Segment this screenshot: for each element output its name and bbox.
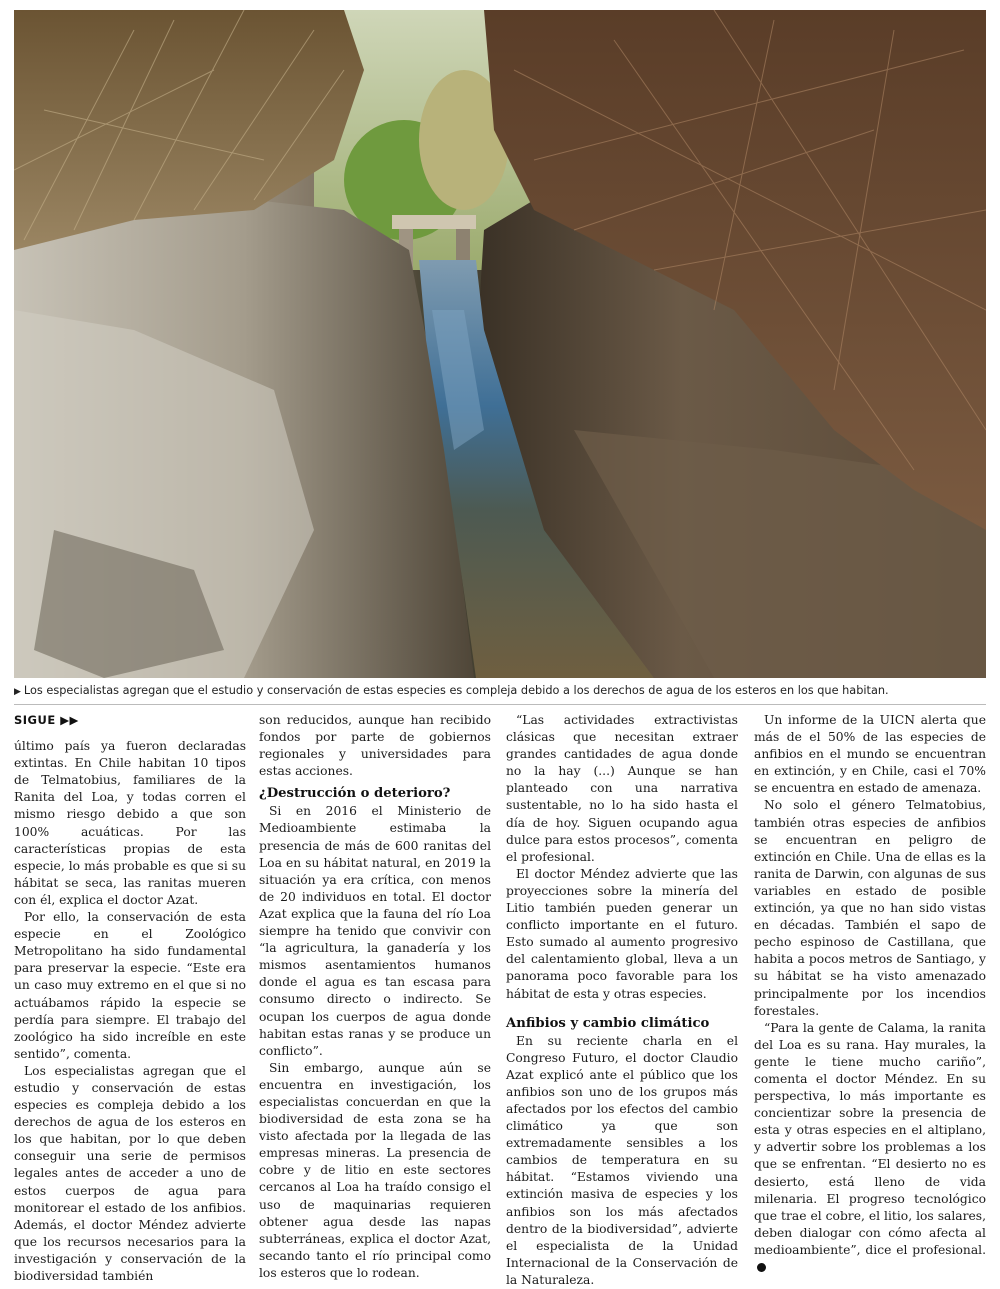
caption-marker-icon: ▶ (14, 687, 21, 697)
paragraph: Por ello, la conservación de esta especie en el Zoológico Metropolitano ha sido fundamental para preservar la especie. “Este era un caso muy extremo en el que si no actuábamos rápido la especie se perdía para siempre. El trabajo del zoológico ha sido increíble en este sentido”, comenta. (14, 910, 246, 1061)
irrigation-canal-photo (14, 10, 986, 678)
end-mark-icon (757, 1263, 766, 1272)
paragraph-final-text: “Para la gente de Calama, la ranita del Loa es su rana. Hay murales, la gente le tiene mucho cariño”, comenta el doctor Méndez. En su perspectiva, lo más importante es concientizar sobre la presencia de esta y otras especies en el altiplano, y advertir sobre los problemas a los que se enfrentan. “El desierto no es desierto, está lleno de vida milenaria. El progreso tecnológico que trae el cobre, el litio, los salares, deben dialogar con cómo afecta al medioambiente”, dice el profesional. (754, 1020, 986, 1257)
column-3 (506, 712, 738, 1289)
paragraph: El doctor Méndez advierte que las proyecciones sobre la minería del Litio también pueden generar un conflicto importante en el futuro. Esto sumado al aumento progresivo del calentamiento global, lleva a un panorama poco favorable para los hábitat de esta y otras especies. (506, 866, 738, 1001)
section-heading-anfibios: Anfibios y cambio climático (506, 1015, 710, 1031)
paragraph: Los especialistas agregan que el estudio y conservación de estas especies es compleja debido a los derechos de agua de los esteros en los que habitan, por lo que deben conseguir una serie de permisos legales antes de acceder a uno de estos cuerpos de agua para monitorear el estado de los anfibios. Además, el doctor Méndez advierte que los recursos necesarios para la investigación y conservación de la biodiversidad también (14, 1063, 246, 1283)
continues-label: SIGUE ▶▶ (14, 713, 79, 727)
paragraph-final (754, 1020, 986, 1276)
caption-text: Los especialistas agregan que el estudio y conservación de estas especies es compleja debido a los derechos de agua de los esteros en los que habitan. (23, 684, 889, 697)
paragraph: En su reciente charla en el Congreso Futuro, el doctor Claudio Azat explicó ante el público que los anfibios son uno de los grupos más afectados por los efectos del cambio climático ya que son extremadamente sensibles a los cambios de temperatura en su hábitat. “Estamos viviendo una extinción masiva de especies y los anfibios son los más afectados dentro de la biodiversidad”, advierte el especialista de la Unidad Internacional de la Conservación de la Naturaleza. (506, 1033, 738, 1287)
column-4 (754, 712, 986, 1276)
paragraph: No solo el género Telmatobius, también otras especies de anfibios se encuentran en peligro de extinción en Chile. Una de ellas es la ranita de Darwin, con algunas de sus variables en estado de posible extinción, ya que no han sido vistas en décadas. También el sapo de pecho espinoso de Castillana, que habita a pocos metros de Santiago, y su hábitat se ha visto amenazado principalmente por los incendios forestales. (754, 798, 986, 1018)
photo-caption (14, 683, 986, 700)
paragraph: Si en 2016 el Ministerio de Medioambiente estimaba la presencia de más de 600 ranitas del Loa en su hábitat natural, en 2019 la situación ya era crítica, con menos de 20 individuos en total. El doctor Azat explica que la fauna del río Loa siempre ha tenido que convivir con “la agricultura, la ganadería y los mismos asentamientos humanos donde el agua es tan escasa para consumo directo o indirecto. Se ocupan los cuerpos de agua donde habitan estas ranas y se produce un conflicto”. (259, 804, 491, 1058)
paragraph: son reducidos, aunque han recibido fondos por parte de gobiernos regionales y universidades para estas acciones. (259, 713, 491, 779)
paragraph: último país ya fueron declaradas extintas. En Chile habitan 10 tipos de Telmatobius, familiares de la Ranita del Loa, y todas corren el mismo riesgo debido a que son 100% acuáticas. Por las características propias de esta especie, lo más probable es que si su hábitat se seca, las ranitas mueren con él, explica el doctor Azat. (14, 739, 246, 907)
caption-divider (14, 704, 986, 705)
section-heading-destruccion: ¿Destrucción o deterioro? (259, 786, 451, 802)
paragraph: Un informe de la UICN alerta que más de el 50% de las especies de anfibios en el mundo se encuentran en extinción, y en Chile, casi el 70% se encuentra en estado de amenaza. (754, 713, 986, 796)
paragraph: Sin embargo, aunque aún se encuentra en investigación, los especialistas concuerdan en que la biodiversidad de esta zona se ha visto afectada por la llegada de las empresas mineras. La presencia de cobre y de litio en este sectores cercanos al Loa ha traído consigo el uso de maquinarias requieren obtener agua desde las napas subterráneas, explica el doctor Azat, secando tanto el río principal como los esteros que lo rodean. (259, 1060, 491, 1280)
column-2 (259, 712, 491, 1282)
column-1 (14, 712, 246, 1285)
paragraph: “Las actividades extractivistas clásicas que necesitan extraer grandes cantidades de agua donde no la hay (...) Aunque se han planteado con una narrativa sustentable, no lo ha sido hasta el día de hoy. Siguen ocupando agua dulce para estos procesos”, comenta el profesional. (506, 713, 738, 864)
